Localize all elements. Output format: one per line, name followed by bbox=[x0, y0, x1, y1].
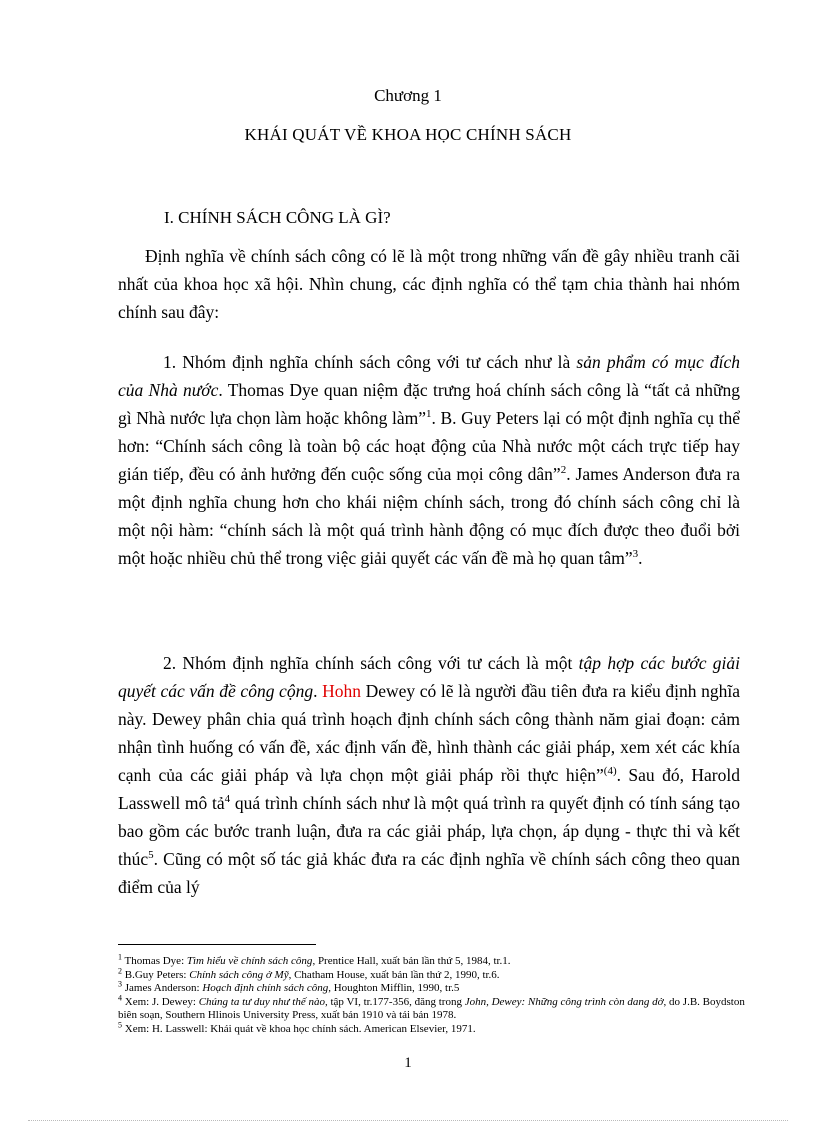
footnote-ref-4a: (4) bbox=[603, 765, 617, 778]
footnote-ref-5: 5 bbox=[148, 849, 154, 862]
footnote-5 bbox=[118, 1019, 758, 1037]
p3-text-g: . Cũng có một số tác giả khác đưa ra các định nghĩa về chính sách công theo quan điểm của lý bbox=[118, 849, 740, 897]
footnote-ref-1: 1 bbox=[426, 408, 432, 421]
footnote-1-b: , Prentice Hall, xuất bản lần thứ 5, 1984, tr.1. bbox=[312, 955, 511, 967]
chapter-title: KHÁI QUÁT VỀ KHOA HỌC CHÍNH SÁCH bbox=[244, 125, 572, 144]
p3-text-a: 2. Nhóm định nghĩa chính sách công với tư cách là một bbox=[163, 653, 579, 673]
footnote-ref-4: 4 bbox=[224, 793, 231, 806]
footnote-3-title: Hoạch định chính sách công bbox=[202, 982, 329, 994]
footnote-3-num: 3 bbox=[118, 979, 122, 989]
paragraph-group-1 bbox=[118, 348, 740, 572]
footnote-2-num: 2 bbox=[118, 965, 122, 975]
footnote-5-num: 5 bbox=[118, 1019, 122, 1029]
footnote-separator bbox=[118, 944, 316, 945]
page-number: 1 bbox=[404, 1055, 412, 1071]
paragraph-group-2 bbox=[118, 649, 740, 901]
p2-text-e: . James Anderson đưa ra một định nghĩa chung hơn cho khái niệm chính sách, trong đó chính sách công chỉ là một nội hàm: “chính sách là một quá trình hành động có mục đích được theo đuổi bởi một hoặc nhiều chủ thể trong việc giải quyết các vấn đề mà họ quan tâm” bbox=[118, 464, 740, 568]
page-bottom-dotted-line bbox=[28, 1120, 788, 1121]
footnote-4-title: Chúng ta tư duy như thế nào bbox=[198, 995, 325, 1008]
p2-text-a: 1. Nhóm định nghĩa chính sách công với tư cách như là bbox=[163, 352, 577, 372]
footnote-4-num: 4 bbox=[118, 992, 122, 1002]
footnote-1-title: Tìm hiểu về chính sách công bbox=[186, 955, 313, 967]
p3-italic-phrase: tập hợp các bước giải quyết các vấn đề công cộng bbox=[118, 653, 740, 701]
footnote-5-a: Xem: H. Lasswell: Khái quát về khoa học chính sách. American Elsevier, 1971. bbox=[122, 1022, 476, 1035]
footnotes bbox=[118, 952, 758, 1036]
chapter-label: Chương 1 bbox=[374, 86, 442, 105]
footnote-3-b: , Houghton Mifflin, 1990, tr.5 bbox=[328, 982, 460, 994]
footnote-4 bbox=[118, 992, 758, 1023]
footnote-4-a: Xem: J. Dewey: bbox=[122, 995, 199, 1008]
footnote-2-title: Chính sách công ở Mỹ bbox=[189, 968, 289, 981]
footnote-1-num: 1 bbox=[118, 952, 122, 962]
p3-red-word: Hohn bbox=[322, 681, 361, 701]
footnote-4-title2: John, Dewey: Những công trình còn dang dở bbox=[464, 995, 664, 1008]
p2-text-d: . B. Guy Peters lại có một định nghĩa cụ thể hơn: “Chính sách công là toàn bộ các hoạt động của Nhà nước một cách trực tiếp hay gián tiếp, đều có ảnh hưởng đến cuộc sống của mọi công dân” bbox=[118, 408, 740, 484]
p2-italic-phrase: sản phẩm có mục đích của Nhà nước bbox=[118, 352, 740, 400]
footnote-2-a: B.Guy Peters: bbox=[122, 968, 190, 981]
footnote-3-a: James Anderson: bbox=[122, 982, 203, 994]
p2-text-c: . Thomas Dye quan niệm đặc trưng hoá chính sách công là “tất cả những gì Nhà nước lựa chọn làm hoặc không làm” bbox=[118, 380, 741, 428]
p3-text-d: Dewey có lẽ là người đầu tiên đưa ra kiểu định nghĩa này. Dewey phân chia quá trình hoạch định chính sách công thành năm giai đoạn: cảm nhận tình huống có vấn đề, xác định vấn đề, hình thành các giải pháp, xem xét các khía cạnh của các giải pháp và lựa chọn một giải pháp rồi thực hiện” bbox=[118, 681, 740, 785]
footnote-2 bbox=[118, 965, 758, 983]
footnote-1 bbox=[118, 952, 758, 969]
paragraph-intro bbox=[118, 242, 740, 326]
footnote-ref-3: 3 bbox=[632, 548, 639, 561]
footnote-3 bbox=[118, 979, 758, 996]
footnote-2-b: , Chatham House, xuất bản lần thứ 2, 1990, tr.6. bbox=[288, 968, 500, 981]
footnote-1-a: Thomas Dye: bbox=[122, 955, 187, 967]
paragraph-intro-text: Định nghĩa về chính sách công có lẽ là một trong những vấn đề gây nhiều tranh cãi nhất của khoa học xã hội. Nhìn chung, các định nghĩa có thể tạm chia thành hai nhóm chính sau đây: bbox=[118, 246, 740, 322]
p3-text-f: quá trình chính sách như là một quá trình ra quyết định có tính sáng tạo bao gồm các bước tranh luận, đưa ra các giải pháp, lựa chọn, áp dụng - thực thi và kết thúc bbox=[118, 793, 740, 869]
p3-text-c: . bbox=[313, 681, 323, 701]
footnote-4-b: , tập VI, tr.177-356, đăng trong bbox=[324, 995, 465, 1008]
footnote-ref-2: 2 bbox=[560, 464, 567, 477]
footnote-4-c: , do J.B. Boydston biên soạn, Southern Hlinois University Press, xuất bản 1910 và tái bản 1978. bbox=[118, 995, 745, 1021]
p2-text-f: . bbox=[638, 548, 643, 568]
p3-text-e: . Sau đó, Harold Lasswell mô tả bbox=[118, 765, 740, 813]
section-heading: I. CHÍNH SÁCH CÔNG LÀ GÌ? bbox=[164, 208, 391, 227]
